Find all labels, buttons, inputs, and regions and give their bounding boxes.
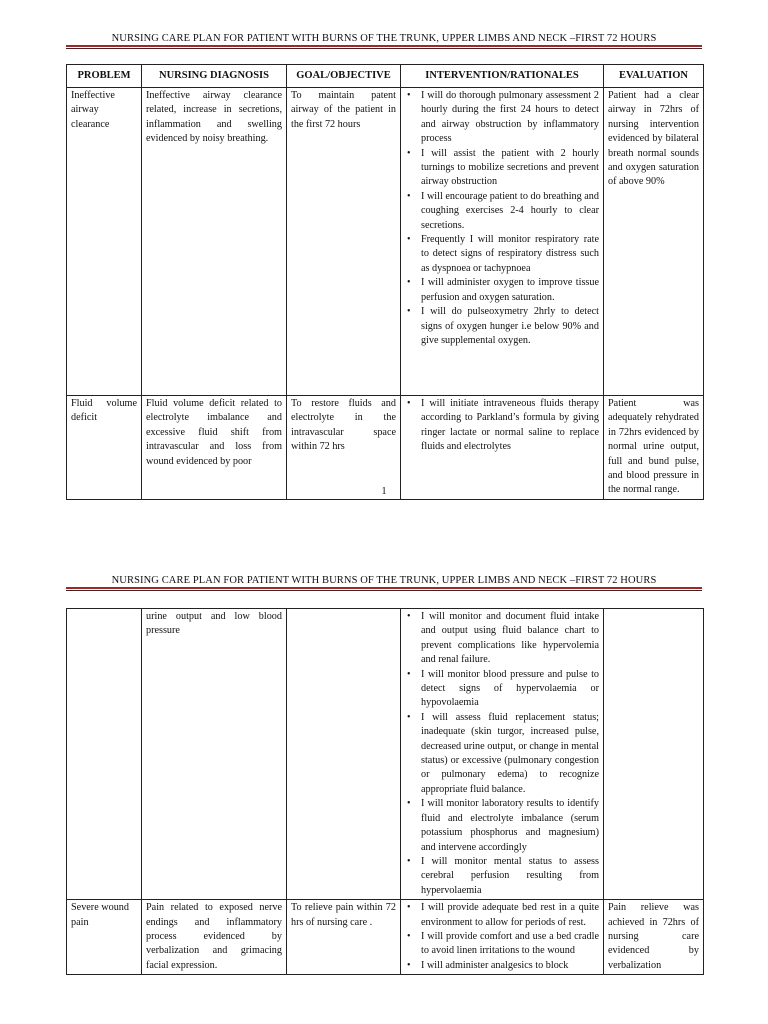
page-header-title: NURSING CARE PLAN FOR PATIENT WITH BURNS OF THE TRUNK, UPPER LIMBS AND NECK –FIRST 72 HOURS <box>111 575 657 586</box>
page-2 <box>0 545 768 1024</box>
table-row <box>67 609 704 900</box>
problem-text: Fluid volume deficit <box>71 398 137 424</box>
diagnosis-cell: Fluid volume deficit related to electrolyte imbalance and excessive fluid shift from intravascular and loss from wound evidenced by poor <box>142 396 287 500</box>
problem-cell <box>67 609 142 900</box>
goal-cell: To relieve pain within 72 hrs of nursing care . <box>287 900 401 975</box>
evaluation-cell: Pain relieve was achieved in 72hrs of nursing care evidenced by verbalization <box>604 900 704 975</box>
diagnosis-cell: Ineffective airway clearance related, increase in secretions, inflammation and swelling evidenced by noisy breathing. <box>142 88 287 396</box>
intervention-list <box>405 610 599 898</box>
table-row <box>67 88 704 396</box>
table-header-row <box>67 65 704 88</box>
intervention-cell <box>401 900 604 975</box>
column-header-intervention: INTERVENTION/RATIONALES <box>401 65 604 88</box>
list-item: • I will provide adequate bed rest in a quite environment to allow for periods of rest. <box>421 901 599 930</box>
column-header-diagnosis: NURSING DIAGNOSIS <box>142 65 287 88</box>
list-item: • I will initiate intraveneous fluids therapy according to Parkland’s formula by giving ringer lactate or normal saline to replace fluids and electrolytes <box>421 397 599 455</box>
table-row <box>67 900 704 975</box>
list-item: • I will administer analgesics to block <box>421 959 599 973</box>
goal-cell: To restore fluids and electrolyte in the intravascular space within 72 hrs <box>287 396 401 500</box>
list-item: • I will encourage patient to do breathing and coughing exercises 2-4 hourly to clear secretions. <box>421 190 599 233</box>
problem-cell: Severe wound pain <box>67 900 142 975</box>
table-row <box>67 396 704 500</box>
evaluation-cell: Patient had a clear airway in 72hrs of nursing intervention evidenced by bilateral breath normal sounds and oxygen saturation of above 90% <box>604 88 704 396</box>
page-header-title: NURSING CARE PLAN FOR PATIENT WITH BURNS OF THE TRUNK, UPPER LIMBS AND NECK –FIRST 72 HOURS <box>111 33 657 44</box>
intervention-list <box>405 901 599 973</box>
header-rule-thin <box>66 590 702 591</box>
intervention-list <box>405 397 599 455</box>
list-item: • I will monitor mental status to assess cerebral perfusion resulting from hypervolaemia <box>421 855 599 898</box>
problem-cell <box>67 396 142 500</box>
evaluation-cell: Patient was adequately rehydrated in 72hrs evidenced by normal urine output, full and bund pulse, and blood pressure in the normal range. <box>604 396 704 500</box>
column-header-problem: PROBLEM <box>67 65 142 88</box>
intervention-cell <box>401 396 604 500</box>
list-item: • I will administer oxygen to improve tissue perfusion and oxygen saturation. <box>421 276 599 305</box>
list-item: • I will monitor blood pressure and pulse to detect signs of hypervolaemia or hypovolaemia <box>421 668 599 711</box>
care-plan-table-continued <box>66 608 704 975</box>
list-item: • I will monitor laboratory results to identify fluid and electrolyte imbalance (serum potassium phosphorus and magnesium) and intervene accordingly <box>421 797 599 855</box>
intervention-list <box>405 89 599 348</box>
diagnosis-cell: Pain related to exposed nerve endings and inflammatory process evidenced by verbalization and grimacing facial expression. <box>142 900 287 975</box>
problem-cell: Ineffective airway clearance <box>67 88 142 396</box>
goal-cell: To maintain patent airway of the patient in the first 72 hours <box>287 88 401 396</box>
list-item: • I will do thorough pulmonary assessment 2 hourly during the first 24 hours to detect and airway obstruction by inflammatory process <box>421 89 599 147</box>
intervention-cell <box>401 88 604 396</box>
list-item: • Frequently I will monitor respiratory rate to detect signs of respiratory distress such as dyspnoea or tachypnoea <box>421 233 599 276</box>
list-item: • I will monitor and document fluid intake and output using fluid balance chart to prevent complications like hypervolemia and renal failure. <box>421 610 599 668</box>
header-rule-thin <box>66 48 702 49</box>
page-number: 1 <box>381 486 387 497</box>
header-rule <box>66 587 702 589</box>
list-item: • I will do pulseoxymetry 2hrly to detect signs of oxygen hunger i.e below 90% and give supplemental oxygen. <box>421 305 599 348</box>
goal-cell <box>287 609 401 900</box>
list-item: • I will assess fluid replacement status; inadequate (skin turgor, increased pulse, decreased urine output, or change in mental status) or excessive (pulmonary congestion or pulmonary edema) to recognize appropriate fluid balance. <box>421 711 599 797</box>
header-rule <box>66 45 702 47</box>
intervention-cell <box>401 609 604 900</box>
evaluation-cell <box>604 609 704 900</box>
list-item: • I will assist the patient with 2 hourly turnings to mobilize secretions and prevent airway obstruction <box>421 147 599 190</box>
column-header-evaluation: EVALUATION <box>604 65 704 88</box>
column-header-goal: GOAL/OBJECTIVE <box>287 65 401 88</box>
care-plan-table <box>66 64 704 500</box>
list-item: • I will provide comfort and use a bed cradle to avoid linen irritations to the wound <box>421 930 599 959</box>
diagnosis-cell: urine output and low blood pressure <box>142 609 287 900</box>
